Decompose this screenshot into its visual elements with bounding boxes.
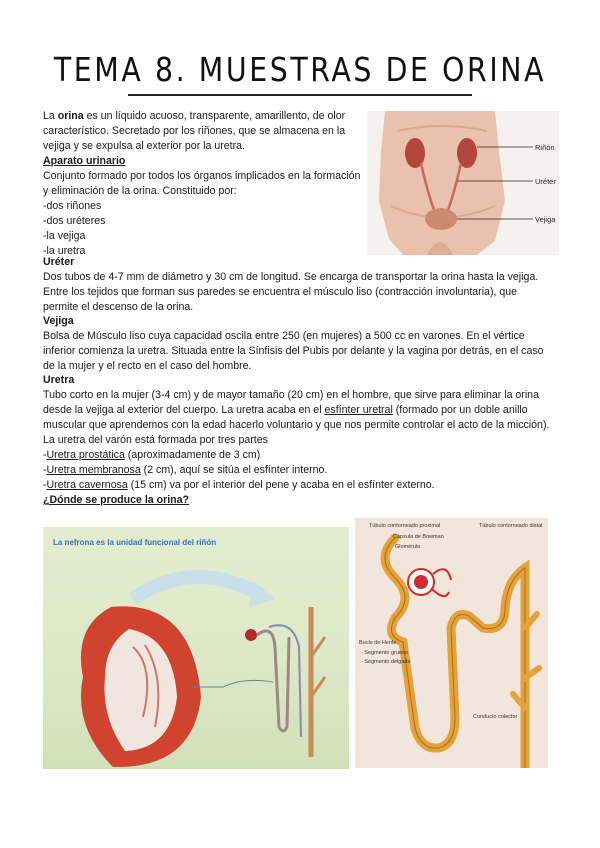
nephron-caption: La nefrona es la unidad funcional del riñón (53, 538, 217, 547)
urinary-system-figure (367, 111, 559, 255)
part-rest: (15 cm) va por el interior del pene y acaba en el esfínter externo. (127, 479, 435, 491)
label-rinon: Riñón (535, 143, 555, 152)
part-name: Uretra prostática (46, 449, 125, 461)
part-prefix: - (43, 449, 47, 461)
part-name: Uretra cavernosa (46, 479, 128, 491)
ureter-text: Dos tubos de 4-7 mm de diámetro y 30 cm de longitud. Se encarga de transportar la orina hasta la vejiga. Entre los tejidos que forman sus paredes se encuentra el músculo liso (contracción involuntaria), que permite el descenso de la orina. (43, 271, 539, 313)
label-henle: Bucle de Henle (359, 640, 397, 646)
part-name: Uretra membranosa (46, 464, 141, 476)
label-bowman: Cápsula de Bowman (393, 534, 444, 540)
title-underline (128, 94, 472, 96)
label-vejiga: Vejiga (535, 215, 556, 224)
page-title: TEMA 8. MUESTRAS DE ORINA (53, 50, 547, 89)
uretra-heading: Uretra (43, 374, 75, 386)
part-rest: (2 cm), aquí se sitúa el esfínter interno. (140, 464, 328, 476)
vejiga-text: Bolsa de Músculo liso cuya capacidad oscila entre 250 (en mujeres) a 500 cc en varones. En el vértice inferior comienza la uretra. Situada entre la Sínfisis del Pubis por delante y la vagina por detrás, en el caso de la mujer y el recto en el caso del hombre. (43, 330, 544, 372)
aparato-item: -la uretra (43, 245, 86, 257)
label-delgado: · Segmento delgado (361, 659, 411, 665)
uretra-part (43, 448, 555, 463)
ureter-section (43, 255, 555, 315)
uretra-text (43, 388, 555, 433)
aparato-text: Conjunto formado por todos los órganos implicados en la formación y eliminación de la orina. Constituido por: (43, 170, 361, 197)
label-distal: Túbulo contorneado distal (479, 523, 543, 529)
uretra-text-post: (formado por un doble anillo muscular que aprendemos con la edad hacerlo voluntario y que nos permite controlar el acto de la micción). (43, 404, 550, 431)
part-rest: (aproximadamente de 3 cm) (124, 449, 261, 461)
label-colector: Conducto colector (473, 714, 518, 720)
label-ureter: Uréter (535, 177, 556, 186)
question-heading: ¿Dónde se produce la orina? (43, 494, 189, 506)
label-proximal: Túbulo contorneado proximal (369, 523, 441, 529)
nephron-diagram (355, 518, 548, 768)
vejiga-section (43, 314, 555, 374)
part-prefix: - (43, 464, 47, 476)
part-prefix: - (43, 479, 47, 491)
nephron-unit-figure (43, 527, 349, 769)
uretra-varon: La uretra del varón está formada por tres partes (43, 434, 268, 446)
aparato-item: -dos uréteres (43, 215, 106, 227)
intro-post: es un líquido acuoso, transparente, amarillento, de olor característico. Secretado por los riñones, que se almacena en la vejiga y se expulsa al exterior por la uretra. (43, 110, 346, 152)
aparato-heading: Aparato urinario (43, 155, 126, 167)
intro-pre: La (43, 110, 58, 122)
uretra-text-pre: Tubo corto en la mujer (3-4 cm) y de mayor tamaño (20 cm) en el hombre, que sirve para eliminar la orina desde la vejiga al exterior del cuerpo. La uretra acaba en el (43, 389, 539, 416)
ureter-heading: Uréter (43, 256, 75, 268)
intro-bold: orina (57, 110, 84, 122)
label-glomerulo: Glomérulo (395, 544, 421, 550)
uretra-part (43, 463, 555, 478)
uretra-section (43, 373, 555, 508)
aparato-item: -dos riñones (43, 200, 102, 212)
intro-section (43, 109, 361, 259)
label-grueso: · Segmento grueso (361, 650, 408, 656)
esfinter-uretral: esfínter uretral (324, 404, 393, 416)
vejiga-heading: Vejiga (43, 315, 74, 327)
uretra-part (43, 478, 555, 493)
intro-paragraph (43, 109, 361, 154)
aparato-item: -la vejiga (43, 230, 86, 242)
